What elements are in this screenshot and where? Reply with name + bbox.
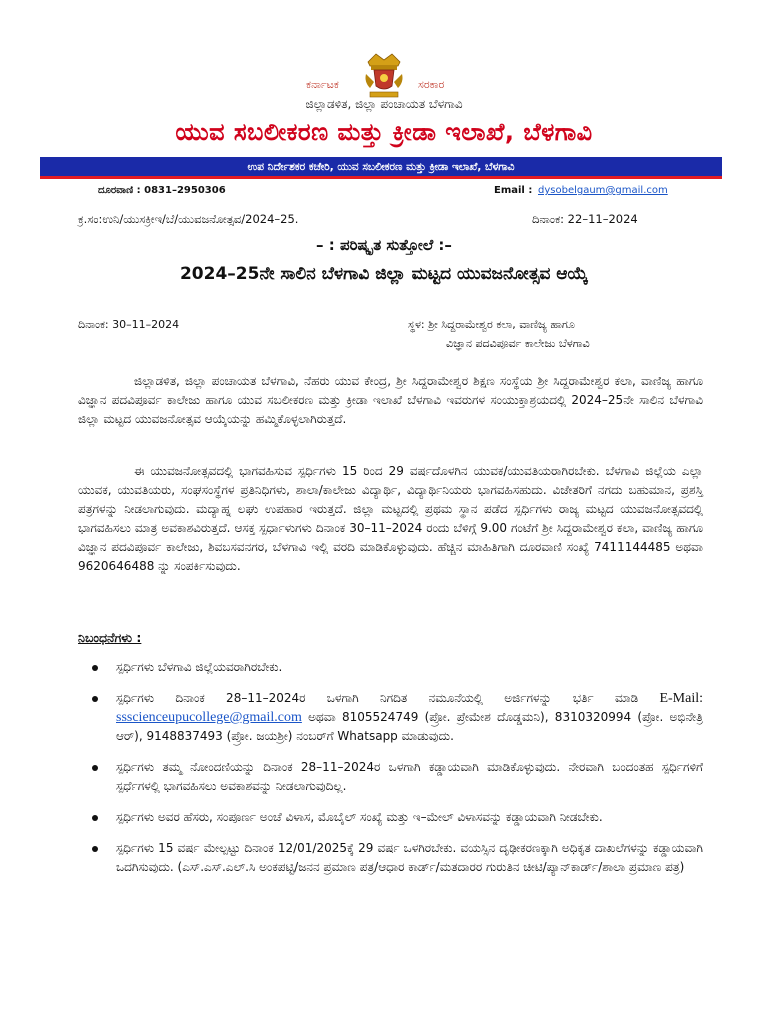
rules-heading: ನಿಬಂಧನೆಗಳು : <box>78 630 142 645</box>
rule-text: ಅಥವಾ 8105524749 (ಪ್ರೋ. ಪ್ರೇಮೇಶ ದೊಡ್ಡಮನಿ), 8310320994 (ಪ್ರೋ. ಅಭಿನೇತ್ರಿ ಆರ್), 9148837493 (ಪ್ರೋ. ಜಯಶ್ರೀ) ನಂಬರ್‌ಗೆ Whatsapp ಮಾಡುವುದು. <box>116 710 703 743</box>
office-phone: ದೂರವಾಣಿ : 0831–2950306 <box>98 185 226 196</box>
intro-paragraph: ಜಿಲ್ಲಾಡಳಿತ, ಜಿಲ್ಲಾ ಪಂಚಾಯತ ಬೆಳಗಾವಿ, ನೆಹರು ಯುವ ಕೇಂದ್ರ, ಶ್ರೀ ಸಿದ್ದರಾಮೇಶ್ವರ ಶಿಕ್ಷಣ ಸಂಸ್ಥೆಯ ಶ್ರೀ ಸಿದ್ದರಾಮೇಶ್ವರ ಕಲಾ, ವಾಣಿಜ್ಯ ಹಾಗೂ ವಿಜ್ಞಾನ ಪದವಿಪೂರ್ವ ಕಾಲೇಜು ಹಾಗೂ ಯುವ ಸಬಲೀಕರಣ ಮತ್ತು ಕ್ರೀಡಾ ಇಲಾಖೆ ಬೆಳಗಾವಿ ಇವರುಗಳ ಸಂಯುಕ್ತಾಶ್ರಯದಲ್ಲಿ 2024–25ನೇ ಸಾಲಿನ ಬೆಳಗಾವಿ ಜಿಲ್ಲಾ ಮಟ್ಟದ ಯುವಜನೋತ್ಸವ ಆಯ್ಕೆಯನ್ನು ಹಮ್ಮಿಕೊಳ್ಳಲಾಗಿರುತ್ತದೆ. <box>78 374 703 426</box>
circular-heading: – : ಪರಿಷ್ಕೃತ ಸುತ್ತೋಲೆ :– <box>316 236 452 254</box>
rule-text: ಸ್ಪರ್ಧಿಗಳು ಬೆಳಗಾವಿ ಜಿಲ್ಲೆಯವರಾಗಿರಬೇಕು. <box>116 660 283 674</box>
rule-text: ಸ್ಪರ್ಧಿಗಳು ತಮ್ಮ ನೋಂದಣಿಯನ್ನು ದಿನಾಂಕ 28–11–2024ರ ಒಳಗಾಗಿ ಕಡ್ಡಾಯವಾಗಿ ಮಾಡಿಕೊಳ್ಳುವುದು. ನೇರವಾಗಿ ಬಂದಂತಹ ಸ್ಪರ್ಧಿಗಳಿಗೆ ಸ್ಪರ್ಧೆಗಳಲ್ಲಿ ಭಾಗವಹಿಸಲು ಅವಕಾಶವನ್ನು ನೀಡಲಾಗುವುದಿಲ್ಲ. <box>116 760 703 793</box>
rule-text: ಸ್ಪರ್ಧಿಗಳು ಅವರ ಹೆಸರು, ಸಂಪೂರ್ಣ ಅಂಚೆ ವಿಳಾಸ, ಮೊಬೈಲ್ ಸಂಖ್ಯೆ ಮತ್ತು ಇ–ಮೇಲ್ ವಿಳಾಸವನ್ನು ಕಡ್ಡಾಯವಾಗಿ ನೀಡಬೇಕು. <box>116 810 603 824</box>
rule-item <box>88 758 703 796</box>
office-banner-text: ಉಪ ನಿರ್ದೇಶಕರ ಕಚೇರಿ, ಯುವ ಸಬಲೀಕರಣ ಮತ್ತು ಕ್ರೀಡಾ ಇಲಾಖೆ, ಬೆಳಗಾವಿ <box>247 161 515 173</box>
rule-text: ಸ್ಪರ್ಧಿಗಳು 15 ವರ್ಷ ಮೇಲ್ಪಟ್ಟು ದಿನಾಂಕ 12/01/2025ಕ್ಕೆ 29 ವರ್ಷ ಒಳಗಿರಬೇಕು. ವಯಸ್ಸಿನ ದೃಢೀಕರಣಕ್ಕಾಗಿ ಅಧಿಕೃತ ದಾಖಲೆಗಳನ್ನು ಕಡ್ಡಾಯವಾಗಿ ಒದಗಿಸುವುದು. (ಎಸ್.ಎಸ್.ಎಲ್.ಸಿ ಅಂಕಪಟ್ಟಿ/ಜನನ ಪ್ರಮಾಣ ಪತ್ರ/ಆಧಾರ ಕಾರ್ಡ್/ಮತದಾರರ ಗುರುತಿನ ಚೀಟಿ/ಪ್ಯಾನ್‌ಕಾರ್ಡ್/ಶಾಲಾ ಪ್ರಮಾಣ ಪತ್ರ) <box>116 841 703 874</box>
email-label: Email : <box>494 185 533 196</box>
office-email-link[interactable]: dysobelgaum@gmail.com <box>538 185 668 196</box>
authority-line: ಜಿಲ್ಲಾಡಳಿತ, ಜಿಲ್ಲಾ ಪಂಚಾಯತ ಬೆಳಗಾವಿ <box>305 97 463 111</box>
rule-text: ಸ್ಪರ್ಧಿಗಳು ದಿನಾಂಕ 28–11–2024ರ ಒಳಗಾಗಿ ನಿಗದಿತ ನಮೂನೆಯಲ್ಲಿ ಅರ್ಜಿಗಳನ್ನು ಭರ್ತಿ ಮಾಡಿ <box>116 691 660 705</box>
rule-item <box>88 658 703 677</box>
event-date: ದಿನಾಂಕ: 30–11–2024 <box>78 318 180 331</box>
rule-item <box>88 839 703 877</box>
rules-list <box>88 658 703 889</box>
department-title: ಯುವ ಸಬಲೀಕರಣ ಮತ್ತು ಕ್ರೀಡಾ ಇಲಾಖೆ, ಬೆಳಗಾವಿ <box>175 118 593 146</box>
event-venue-line2: ವಿಜ್ಞಾನ ಪದವಿಪೂರ್ವ ಕಾಲೇಜು ಬೆಳಗಾವಿ <box>446 337 590 350</box>
karnataka-emblem-icon <box>362 52 406 100</box>
page-title: 2024–25ನೇ ಸಾಲಿನ ಬೆಳಗಾವಿ ಜಿಲ್ಲಾ ಮಟ್ಟದ ಯುವಜನೋತ್ಸವ ಆಯ್ಕೆ <box>179 264 589 284</box>
event-venue: ಸ್ಥಳ: ಶ್ರೀ ಸಿದ್ದರಾಮೇಶ್ವರ ಕಲಾ, ವಾಣಿಜ್ಯ ಹಾಗೂ <box>408 318 575 331</box>
government-label-left: ಕರ್ನಾಟಕ <box>306 78 339 91</box>
government-label-right: ಸರಕಾರ <box>418 78 445 91</box>
rule-item <box>88 689 703 746</box>
college-email-link[interactable]: ssscienceupucollege@gmail.com <box>116 710 302 725</box>
reference-number: ಕ್ರ.ಸಂ:ಉನಿ/ಯುಸಕ್ರೀಇ/ಬೆ/ಯುವಜನೋತ್ಸವ/2024–25. <box>78 212 299 226</box>
reference-date: ದಿನಾಂಕ: 22–11–2024 <box>532 212 638 226</box>
rule-item <box>88 808 703 827</box>
details-paragraph: ಈ ಯುವಜನೋತ್ಸವದಲ್ಲಿ ಭಾಗವಹಿಸುವ ಸ್ಪರ್ಧಿಗಳು 15 ರಿಂದ 29 ವರ್ಷದೊಳಗಿನ ಯುವಕ/ಯುವತಿಯರಾಗಿರಬೇಕು. ಬೆಳಗಾವಿ ಜಿಲ್ಲೆಯ ಎಲ್ಲಾ ಯುವಕ, ಯುವತಿಯರು, ಸಂಘಸಂಸ್ಥೆಗಳ ಪ್ರತಿನಿಧಿಗಳು, ಶಾಲಾ/ಕಾಲೇಜು ವಿದ್ಯಾರ್ಥಿ, ವಿದ್ಯಾರ್ಥಿನಿಯರು ಭಾಗವಹಿಸಹುದು. ವಿಜೇತರಿಗೆ ನಗದು ಬಹುಮಾನ, ಪ್ರಶಸ್ತಿ ಪತ್ರಗಳನ್ನು ನೀಡಲಾಗುವುದು. ಮದ್ಯಾಹ್ನ ಲಘು ಉಪಹಾರ ಇರುತ್ತದೆ. ಜಿಲ್ಲಾ ಮಟ್ಟದಲ್ಲಿ ಪ್ರಥಮ ಸ್ಥಾನ ಪಡೆದ ಸ್ಪರ್ಧಿಗಳು ರಾಜ್ಯ ಮಟ್ಟದ ಯುವಜನೋತ್ಸವದಲ್ಲಿ ಭಾಗವಹಿಸಲು ಮಾತ್ರ ಅವಕಾಶವಿರುತ್ತದೆ. ಆಸಕ್ತ ಸ್ಪರ್ಧಾಳುಗಳು ದಿನಾಂಕ 30–11–2024 ರಂದು ಬೆಳಿಗ್ಗೆ 9.00 ಗಂಟೆಗೆ ಶ್ರೀ ಸಿದ್ದರಾಮೇಶ್ವರ ಕಲಾ, ವಾಣಿಜ್ಯ ಹಾಗೂ ವಿಜ್ಞಾನ ಪದವಿಪೂರ್ವ ಕಾಲೇಜು, ಶಿವಬಸವನಗರ, ಬೆಳಗಾವಿ ಇಲ್ಲಿ ವರದಿ ಮಾಡಿಕೊಳ್ಳುವುದು. ಹೆಚ್ಚಿನ ಮಾಹಿತಿಗಾಗಿ ದೂರವಾಣಿ ಸಂಖ್ಯೆ 7411144485 ಅಥವಾ 9620646488 ನ್ನು ಸಂಪರ್ಕಿಸುವುದು. <box>78 464 703 573</box>
rule-email-label: E-Mail: <box>659 691 703 706</box>
